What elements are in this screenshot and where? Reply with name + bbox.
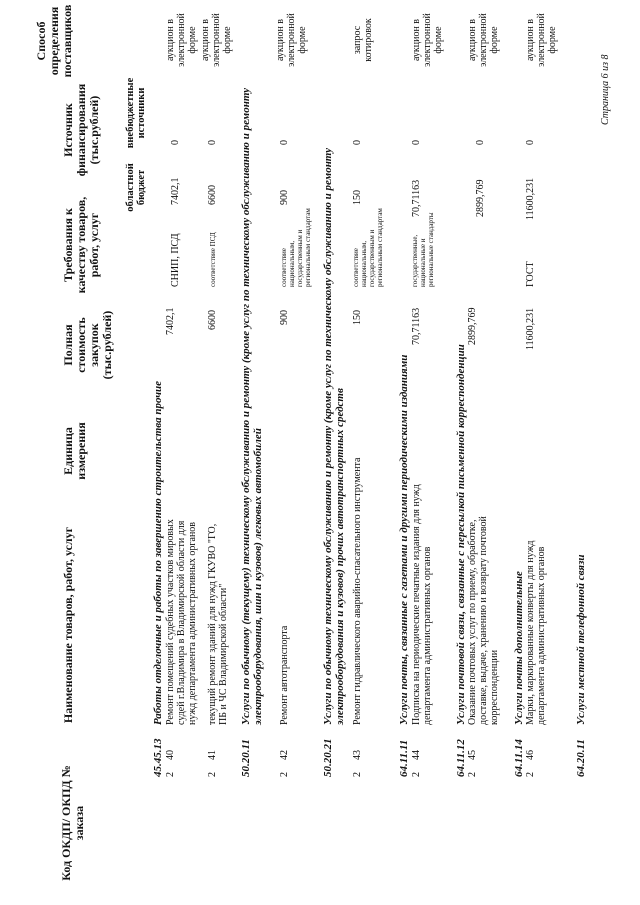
- section-code: 64.20.11: [575, 739, 587, 777]
- section-title: Услуги местной телефонной связи: [575, 554, 587, 725]
- row-regional: 6600: [207, 185, 218, 205]
- section-code: 50.20.11: [240, 739, 252, 777]
- row-name: текущий ремонт зданий для нужд ГКУВО "ГО, ПБ и ЧС Владимирской области": [207, 523, 229, 725]
- row-method: аукцион в электронной форме: [525, 13, 558, 67]
- row-number: 41: [207, 750, 218, 760]
- section-code: 64.11.12: [455, 739, 467, 777]
- row-number: 2: [467, 772, 478, 777]
- row-number: 40: [165, 750, 176, 760]
- row-extra: 0: [352, 140, 363, 145]
- section-title: Услуги по обычному (текущему) техническому обслуживанию и ремонту (кроме услуг по техническому обслуживанию и ремонту электрооборудования, шин и кузовов) легковых автомобилей: [240, 88, 264, 725]
- row-extra: 0: [525, 140, 536, 145]
- header-cost: Полная стоимость закупок (тыс.рублей): [61, 310, 114, 380]
- header-unit: Единица измерения: [61, 422, 88, 480]
- row-number: 46: [525, 750, 536, 760]
- row-extra: 0: [170, 140, 181, 145]
- row-number: 44: [411, 750, 422, 760]
- row-method: аукцион в электронной форме: [467, 13, 500, 67]
- row-method: аукцион в электронной форме: [275, 13, 308, 67]
- row-name: Ремонт гидравлического аварийно-спасательного инструмента: [352, 457, 363, 725]
- section-title: Услуги почты, связанные с газетами и другими периодическими изданиями: [398, 354, 410, 725]
- row-number: 2: [525, 772, 536, 777]
- row-name: Ремонт помещений судебных участков мировых судей г.Владимира в Владимирской области для нужд департамента административных органов: [165, 519, 198, 725]
- row-number: 2: [207, 772, 218, 777]
- row-requirements: соответствие национальным, государственным и региональным стандартам: [280, 208, 312, 287]
- row-cost: 2899,769: [467, 307, 478, 345]
- section-title: Работы отделочные и работы по завершению строительства прочие: [152, 381, 164, 725]
- row-extra: 0: [207, 140, 218, 145]
- row-cost: 900: [279, 310, 290, 325]
- row-cost: 150: [352, 310, 363, 325]
- row-name: Ремонт автотранспорта: [279, 625, 290, 725]
- header-requirements: Требования к качеству товаров, работ, услуг: [61, 196, 101, 294]
- header-extra-budget: внебюджетные источники: [125, 77, 147, 149]
- row-number: 42: [279, 750, 290, 760]
- row-requirements: соответствие ПСД: [209, 232, 217, 287]
- row-number: 2: [279, 772, 290, 777]
- row-method: аукцион в электронной форме: [165, 13, 198, 67]
- row-regional: 11600,231: [525, 177, 536, 220]
- row-name: Марки, маркированные конверты для нужд департамента административных органов: [525, 540, 547, 725]
- row-requirements: соответствие национальным, государственным и региональным стандартам: [352, 208, 384, 287]
- section-code: 64.11.11: [398, 739, 410, 777]
- section-title: Услуги по обычному техническому обслуживанию и ремонту (кроме услуг по техническому обслуживанию и ремонту электрооборудования и кузовов) прочих автотранспортных средств: [322, 148, 346, 725]
- row-cost: 7402,1: [165, 307, 176, 335]
- row-extra: 0: [411, 140, 422, 145]
- row-regional: 2899,769: [475, 179, 486, 217]
- section-title: Услуги почтовой связи, связанные с пересылкой письменной корреспонденции: [455, 344, 467, 725]
- header-source: Источник финансирования (тыс.рублей): [61, 83, 101, 177]
- row-regional: 900: [279, 190, 290, 205]
- section-code: 45.45.13: [152, 738, 164, 777]
- row-regional: 7402,1: [170, 177, 181, 205]
- row-name: Оказание почтовых услуг по приему, обработке, доставке, выдаче, хранению и возврату почтовой корреспонденции: [467, 516, 500, 725]
- page-number: Страница 6 из 8: [600, 54, 611, 125]
- row-number: 2: [352, 772, 363, 777]
- row-cost: 70,71163: [411, 307, 422, 345]
- row-requirements: государственные, национальные и региональные стандарты: [411, 212, 435, 287]
- row-number: 43: [352, 750, 363, 760]
- row-regional: 150: [352, 190, 363, 205]
- row-method: аукцион в электронной форме: [411, 13, 444, 67]
- row-cost: 11600,231: [525, 307, 536, 350]
- section-title: Услуги почты дополнительные: [513, 571, 525, 725]
- row-regional: 70,71163: [411, 179, 422, 217]
- header-regional-budget: областной бюджет: [125, 163, 147, 212]
- row-cost: 6600: [207, 310, 218, 330]
- header-name: Наименование товаров, работ, услуг: [61, 526, 75, 724]
- row-number: 45: [467, 750, 478, 760]
- row-method: запрос котировок: [352, 18, 374, 62]
- row-requirements: СНИП, ПСД: [170, 233, 181, 287]
- section-code: 64.11.14: [513, 739, 525, 777]
- row-extra: 0: [475, 140, 486, 145]
- row-number: 2: [411, 772, 422, 777]
- header-method: Способ определения поставщиков: [34, 4, 74, 78]
- row-method: аукцион в электронной форме: [200, 13, 233, 67]
- header-code: Код ОКДП/ ОКПД № заказа: [59, 765, 86, 881]
- row-name: Подписка на периодические печатные издания для нужд департамента административных органов: [411, 484, 433, 725]
- section-code: 50.20.21: [322, 738, 334, 777]
- row-extra: 0: [279, 140, 290, 145]
- row-requirements: ГОСТ: [525, 261, 536, 287]
- row-number: 2: [165, 772, 176, 777]
